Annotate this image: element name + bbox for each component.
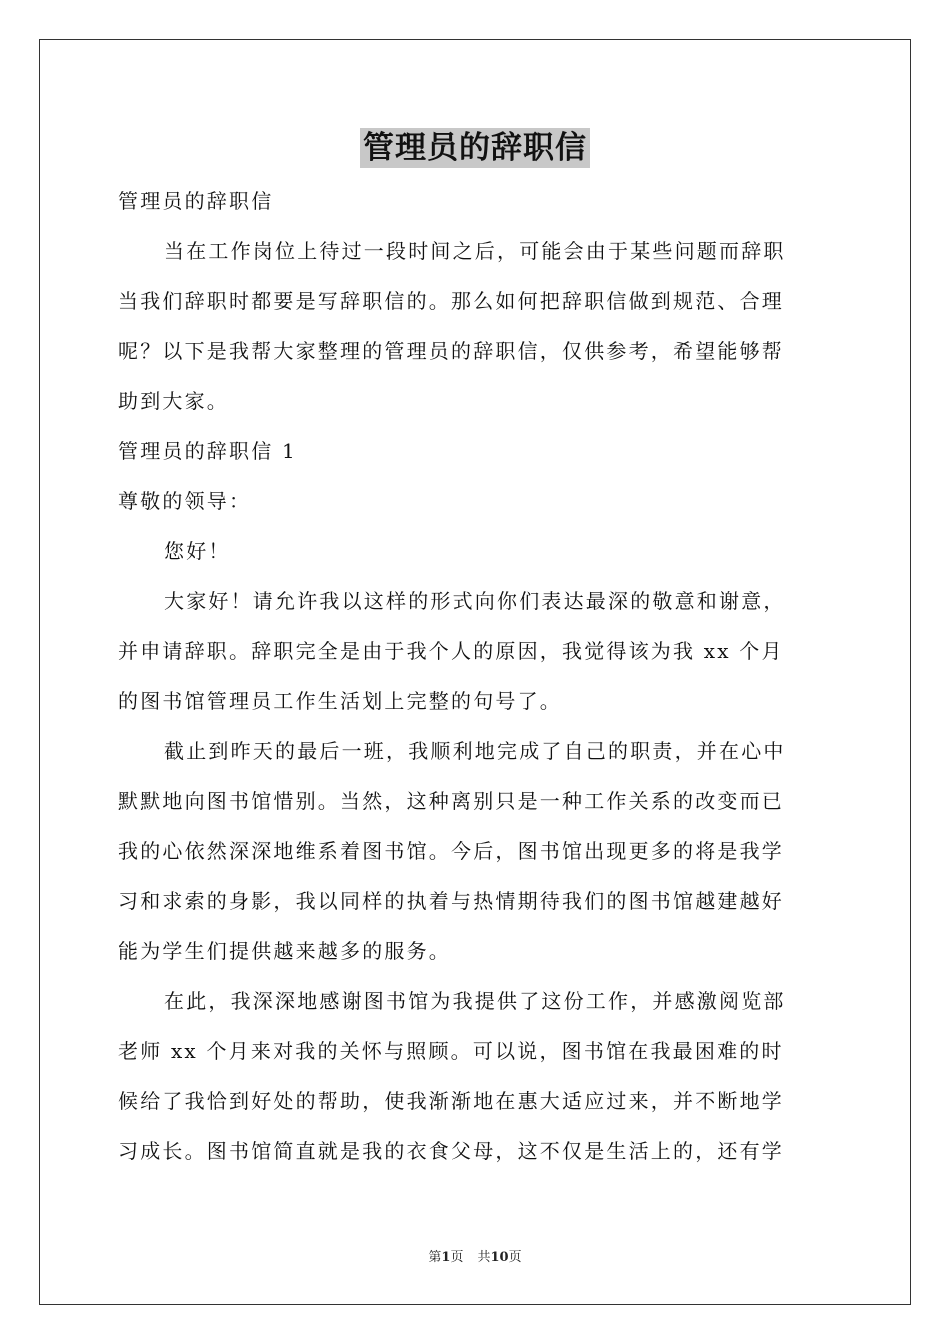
- text-line: 当我们辞职时都要是写辞职信的。那么如何把辞职信做到规范、合理: [118, 289, 784, 313]
- page-suffix: 页: [450, 1250, 464, 1265]
- text-line: 老师 xx 个月来对我的关怀与照顾。可以说，图书馆在我最困难的时: [118, 1039, 784, 1063]
- text-line: 候给了我恰到好处的帮助，使我渐渐地在惠大适应过来，并不断地学: [118, 1089, 784, 1113]
- text-line: 当在工作岗位上待过一段时间之后，可能会由于某些问题而辞职: [164, 239, 786, 263]
- total-suffix: 页: [508, 1250, 522, 1265]
- text-line: 管理员的辞职信 1: [118, 439, 297, 463]
- text-line: 习和求索的身影，我以同样的执着与热情期待我们的图书馆越建越好: [118, 889, 784, 913]
- text-line: 在此，我深深地感谢图书馆为我提供了这份工作，并感激阅览部: [164, 989, 786, 1013]
- text-line: 助到大家。: [118, 389, 229, 413]
- text-line: 呢？以下是我帮大家整理的管理员的辞职信，仅供参考，希望能够帮: [118, 339, 784, 363]
- text-line: 管理员的辞职信: [118, 189, 274, 213]
- text-line: 默默地向图书馆惜别。当然，这种离别只是一种工作关系的改变而已: [118, 789, 784, 813]
- document-title: 管理员的辞职信: [360, 128, 590, 168]
- text-line: 大家好！请允许我以这样的形式向你们表达最深的敬意和谢意，: [164, 589, 786, 613]
- total-pages: 10: [490, 1250, 509, 1265]
- text-line: 能为学生们提供越来越多的服务。: [118, 939, 451, 963]
- text-line: 尊敬的领导：: [118, 489, 252, 513]
- text-line: 截止到昨天的最后一班，我顺利地完成了自己的职责，并在心中: [164, 739, 786, 763]
- document-body: [118, 176, 834, 1176]
- page-footer: [0, 1246, 950, 1265]
- page-prefix: 第: [428, 1250, 442, 1265]
- text-line: 我的心依然深深地维系着图书馆。今后，图书馆出现更多的将是我学: [118, 839, 784, 863]
- text-line: 您好！: [164, 539, 231, 563]
- total-prefix: 共: [477, 1250, 491, 1265]
- page-number: 1: [441, 1250, 451, 1265]
- text-line: 的图书馆管理员工作生活划上完整的句号了。: [118, 689, 562, 713]
- title-container: [0, 128, 950, 168]
- text-line: 习成长。图书馆简直就是我的衣食父母，这不仅是生活上的，还有学: [118, 1139, 784, 1163]
- text-line: 并申请辞职。辞职完全是由于我个人的原因，我觉得该为我 xx 个月: [118, 639, 784, 663]
